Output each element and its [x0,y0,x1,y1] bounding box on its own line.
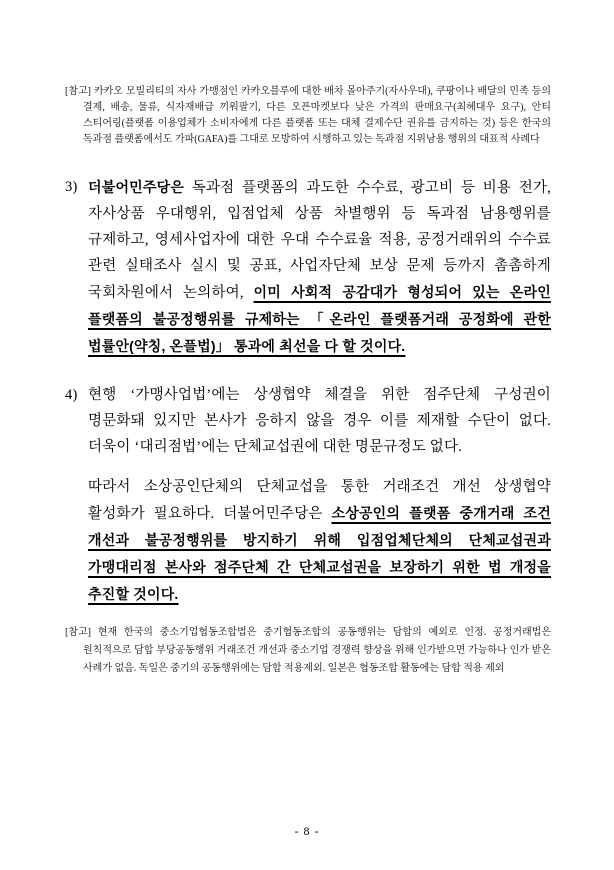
paragraph-body-text: 따라서 소상공인단체의 단체교섭을 통한 거래조건 개선 상생협약 활성화가 필요하다. 더불어민주당은 [88,479,551,522]
numbered-item-4 [65,382,551,460]
reference-note-top [65,84,551,148]
reference-note-bottom [65,624,551,678]
reference-note-text: 카카오 모빌리티의 자사 가맹점인 카카오블루에 대한 배차 몰아주기(자사우대), 쿠팡이나 배달의 민족 등의 결제, 배송, 물류, 식자재배급 끼워팔기, 다른 오픈마켓보다 낮은 가격의 판매요구(최혜대우 요구), 안티 스티어링(플랫폼 이용업체가 소비자에게 다른 플랫폼 또는 대체 결제수단 권유를 금지하는 것) 등은 한국의 독과점 플랫폼에서도 가파(GAFA)를 그대로 모방하여 시행하고 있는 독과점 지위남용 행위의 대표적 사례다 [83,86,552,145]
item-4-body-text: 현행 ‘가맹사업법’에는 상생협약 체결을 위한 점주단체 구성권이 명문화돼 있지만 본사가 응하지 않을 경우 이를 제재할 수단이 없다. 더욱이 ‘대리점법’에는 단체교섭권에 대한 명문규정도 없다. [88,387,551,455]
item-3-body-text: 독과점 플랫폼의 과도한 수수료, 광고비 등 비용 전가, 자사상품 우대행위, 입점업체 상품 차별행위 등 독과점 남용행위를 규제하고, 영세사업자에 대한 우대 수수료율 적용, 공정거래위의 수수료 관련 실태조사 실시 및 공표, 사업자단체 보상 문제 등까지 촘촘하게 국회차원에서 논의하여, [88,180,551,301]
item-4-marker: 4) [65,387,78,403]
follow-up-paragraph [88,474,551,608]
item-3-emphasis-text: 이미 사회적 공감대가 형성되어 있는 온라인 플랫폼의 불공정행위를 규제하는 「온라인 플랫폼거래 공정화에 관한 법률안(약칭, 온플법)」 통과에 최선을 다 할 것이다. [88,284,552,354]
reference-note-text: 현재 한국의 중소기업협동조합법은 중기협동조합의 공동행위는 담합의 예외로 인정. 공정거래법은 원칙적으로 담합 부당공동행위 거래조건 개선과 중소기업 경쟁력 향상을 위해 인가받으면 가능하나 인가 받은 사례가 없음. 독일은 중기의 공동행위에는 담합 적용제외. 일본은 협동조합 활동에는 담합 적용 제외 [83,627,551,674]
page-content [65,84,551,678]
numbered-item-3 [65,174,551,360]
item-3-marker: 3) [65,179,78,195]
item-3-lead-bold: 더불어민주당은 [88,179,185,195]
page-number: - 8 - [294,824,320,838]
reference-note-label: [참고] [65,627,91,638]
paragraph-emphasis-text: 소상공인의 플랫폼 중개거래 조건 개선과 불공정행위를 방지하기 위해 입점업체단체의 단체교섭권과 가맹대리점 본사와 점주단체 간 단체교섭권을 보장하기 위한 법 개정을 추진할 것이다. [88,505,551,602]
reference-note-label: [참고] [65,86,91,97]
